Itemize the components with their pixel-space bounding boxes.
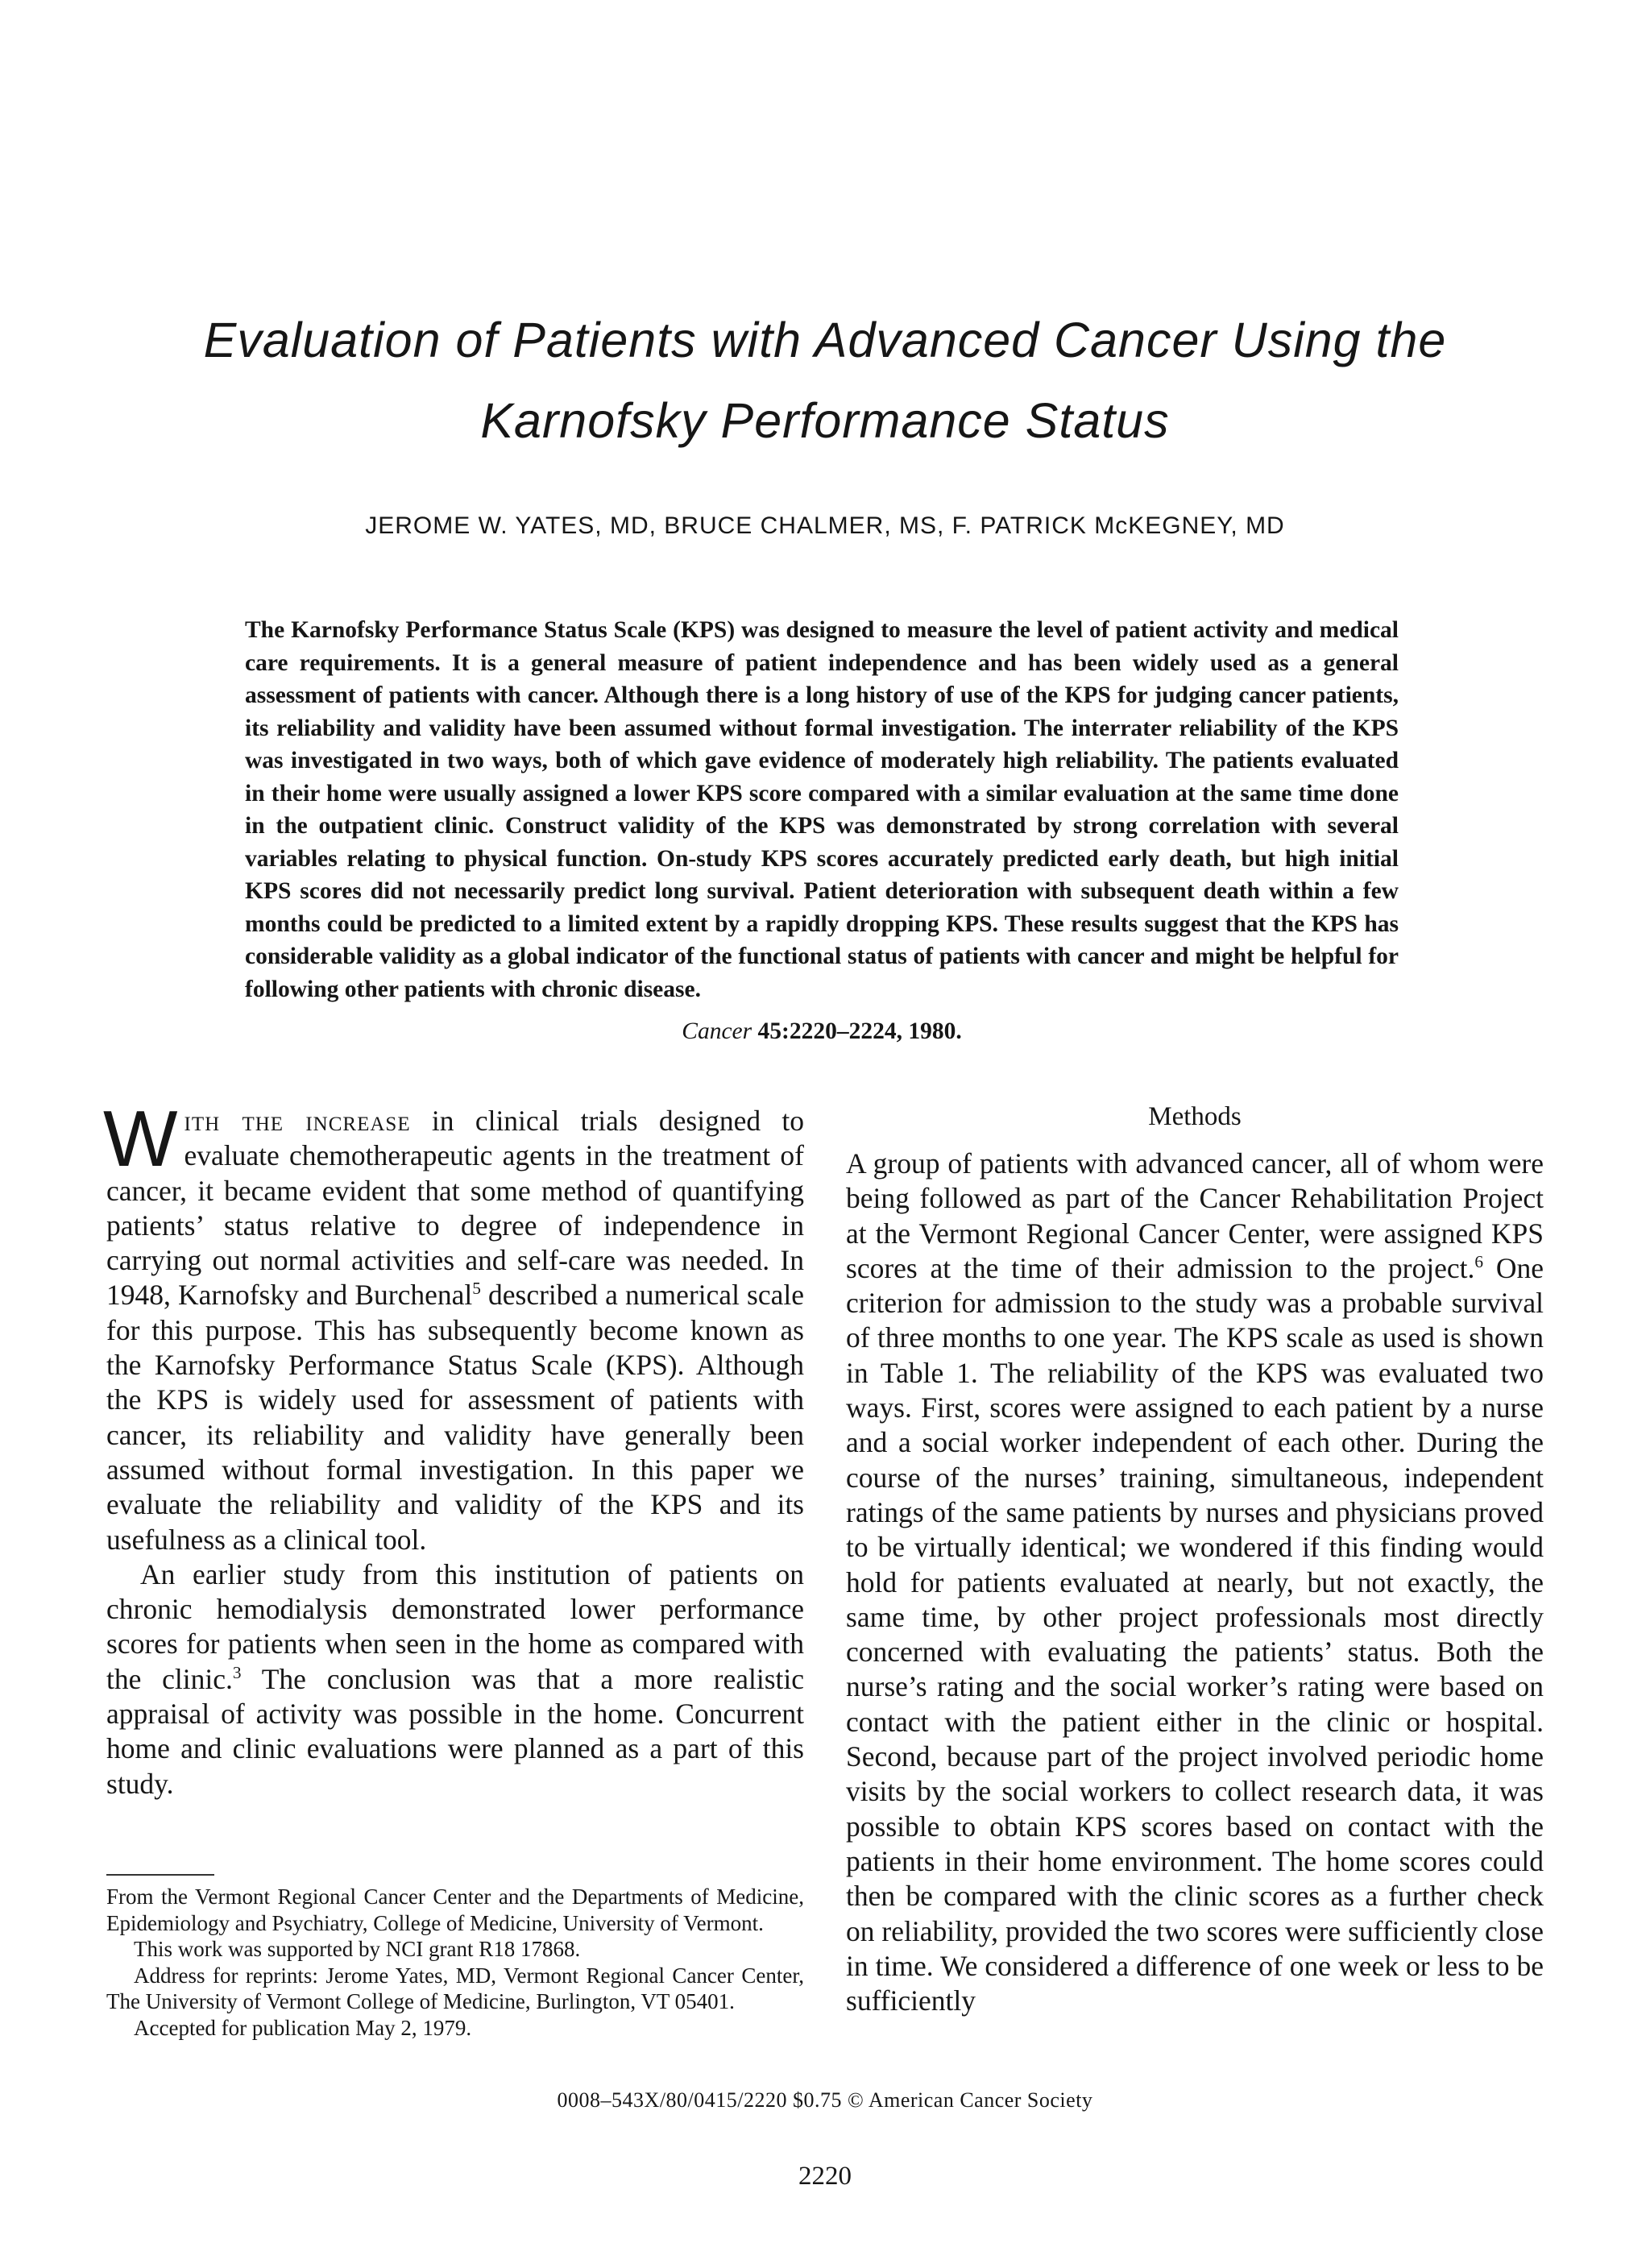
footnote-reprints: Address for reprints: Jerome Yates, MD, Vermont Regional Cancer Center, The University of Vermont College of Medicine, Burlington, VT 05401. [106,1963,804,2013]
left-column [103,1094,804,1802]
footnote-affiliation: From the Vermont Regional Cancer Center and the Departments of Medicine, Epidemiology and Psychiatry, College of Medicine, University of Vermont. [106,1884,804,1935]
intro-paragraph-2: An earlier study from this institution of patients on chronic hemodialysis demonstrated lower performance scores for patients when seen in the home as compared with the clinic.$^3$ The conclusion was that a more realistic appraisal of activity was possible in the home. Concurrent home and clinic evaluations were planned as a part of this study. [106,1557,804,1800]
reference-marker: 6 [1474,1252,1484,1272]
author-list: JEROME W. YATES, MD, BRUCE CHALMER, MS, F. PATRICK McKEGNEY, MD [365,512,1285,539]
title-line-2: Karnofsky Performance Status [480,393,1170,448]
footnote-accepted: Accepted for publication May 2, 1979. [134,2015,472,2040]
right-column [846,1102,1544,2018]
page-number: 2220 [798,2162,852,2191]
section-heading-methods: Methods [1148,1102,1242,1131]
reference-marker: 5 [472,1279,481,1299]
intro-smallcaps: ith the increase [184,1105,411,1137]
intro-paragraph-1: With the increase in clinical trials designed to evaluate chemotherapeutic agents in the treatment of cancer, it became evident that some method of quantifying patients’ status relative to degree of independence in carrying out normal activities and self-care was needed. In 1948, Karnofsky and Burchenal$^5$ described a numerical scale for this purpose. This has subsequently become known as the Karnofsky Performance Status Scale (KPS). Although the KPS is widely used for assessment of patients with cancer, its reliability and validity have generally been assumed without formal investigation. In this paper we evaluate the reliability and validity of the KPS and its usefulness as a clinical tool. [103,1094,804,1556]
footnote-rule [106,1874,214,1876]
drop-cap: W [103,1094,178,1183]
footnote-grant: This work was supported by NCI grant R18 17868. [134,1937,581,1961]
methods-paragraph-1: A group of patients with advanced cancer, all of whom were being followed as part of the Cancer Rehabilitation Project at the Vermont Regional Cancer Center, were assigned KPS scores at the time of their admission to the project.$^6$ One criterion for admission to the study was a probable survival of three months to one year. The KPS scale as used is shown in Table 1. The reliability of the KPS was evaluated two ways. First, scores were assigned to each patient by a nurse and a social worker independent of each other. During the course of the nurses’ training, simultaneous, independent ratings of the same patients by nurses and physicians proved to be virtually identical; we wondered if this finding would hold for patients evaluated at nearly, but not exactly, the same time, by other project professionals most directly concerned with evaluating the patients’ status. Both the nurse’s rating and the social worker’s rating were based on contact with the patient either in the clinic or hospital. Second, because part of the project involved periodic home visits by the social workers to collect research data, it was possible to obtain KPS scores based on contact with the patients in their home environment. The home scores could then be compared with the clinic scores as a further check on reliability, provided the two scores were sufficiently close in time. We considered a difference of one week or less to be sufficiently [846,1147,1544,2017]
article-title [113,300,1537,461]
title-line-1: Evaluation of Patients with Advanced Cancer Using the [203,313,1447,367]
footnotes [106,1884,804,2041]
citation-ref: 45:2220–2224, 1980. [752,1018,962,1044]
reference-marker: 3 [232,1662,242,1682]
abstract: The Karnofsky Performance Status Scale (KPS) was designed to measure the level of patient activity and medical care requirements. It is a general measure of patient independence and has been widely used as a general assessment of patients with cancer. Although there is a long history of use of the KPS for judging cancer patients, its reliability and validity have been assumed without formal investigation. The interrater reliability of the KPS was investigated in two ways, both of which gave evidence of moderately high reliability. The patients evaluated in their home were usually assigned a lower KPS score compared with a similar evaluation at the same time done in the outpatient clinic. Construct validity of the KPS was demonstrated by strong correlation with several variables relating to physical function. On-study KPS scores accurately predicted early death, but high initial KPS scores did not necessarily predict long survival. Patient deterioration with subsequent death within a few months could be predicted to a limited extent by a rapidly dropping KPS. These results suggest that the KPS has considerable validity as a global indicator of the functional status of patients with cancer and might be helpful for following other patients with chronic disease. [245,617,1399,1002]
issn-copyright-line: 0008–543X/80/0415/2220 $0.75 © American Cancer Society [557,2088,1093,2112]
journal-citation [245,1018,1399,1045]
journal-name: Cancer [682,1018,752,1044]
